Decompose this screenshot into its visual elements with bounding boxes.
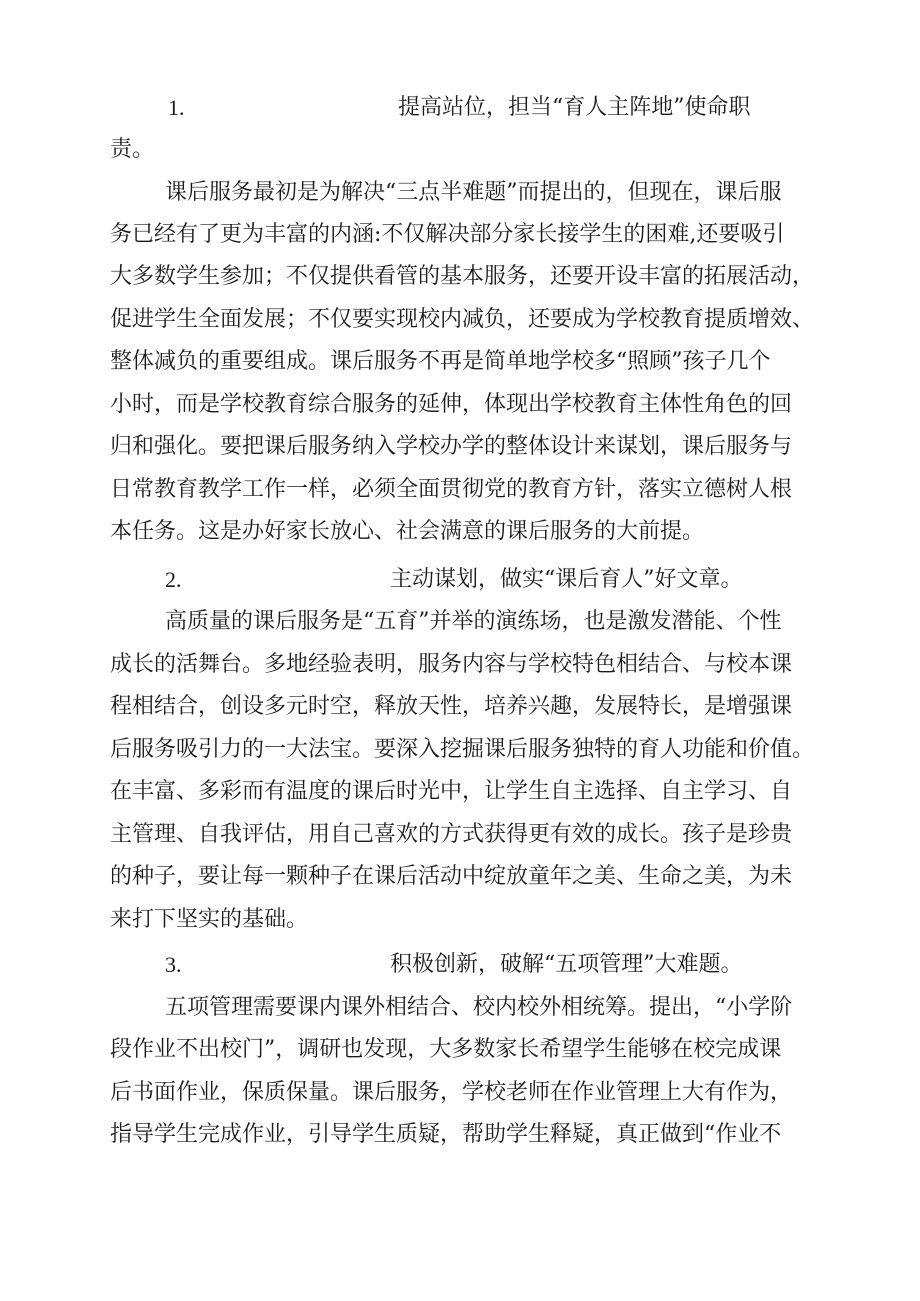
section-2-heading: 主动谋划，做实“课后育人”好文章。 [390, 567, 743, 592]
section-1-line: 归和强化。要把课后服务纳入学校办学的整体设计来谋划，课后服务与 [110, 434, 793, 459]
section-2-line: 在丰富、多彩而有温度的课后时光中，让学生自主选择、自主学习、自 [110, 779, 793, 804]
section-2-number: 2. [165, 567, 182, 592]
section-3-line: 后书面作业，保质保量。课后服务，学校老师在作业管理上大有作为， [110, 1080, 793, 1105]
section-3-line: 指导学生完成作业，引导学生质疑，帮助学生释疑，真正做到“作业不 [110, 1122, 782, 1147]
section-2-line: 程相结合，创设多元时空，释放天性，培养兴趣，发展特长，是增强课 [110, 694, 793, 719]
section-1-line: 大多数学生参加；不仅提供看管的基本服务，还要开设丰富的拓展活动， [110, 264, 815, 289]
section-1-heading: 提高站位，担当“育人主阵地”使命职 [398, 95, 751, 120]
section-3-line: 五项管理需要课内课外相结合、校内校外相统筹。提出，“小学阶 [165, 995, 793, 1020]
section-2-line: 成长的活舞台。多地经验表明，服务内容与学校特色相结合、与校本课 [110, 652, 793, 677]
section-3-number: 3. [165, 952, 182, 977]
section-2-line: 的种子，要让每一颗种子在课后活动中绽放童年之美、生命之美，为未 [110, 864, 793, 889]
section-2-line: 来打下坚实的基础。 [110, 907, 309, 932]
section-2-line: 后服务吸引力的一大法宝。要深入挖掘课后服务独特的育人功能和价值。 [110, 737, 815, 762]
section-1-line: 小时，而是学校教育综合服务的延伸，体现出学校教育主体性角色的回 [110, 392, 793, 417]
section-2-line: 高质量的课后服务是“五育”并举的演练场，也是激发潜能、个性 [165, 609, 782, 634]
section-2-line: 主管理、自我评估，用自己喜欢的方式获得更有效的成长。孩子是珍贵 [110, 822, 793, 847]
section-3-heading: 积极创新，破解“五项管理”大难题。 [390, 952, 743, 977]
section-1-line: 课后服务最初是为解决“三点半难题”而提出的，但现在，课后服 [165, 180, 782, 205]
section-1-number: 1. [168, 95, 185, 120]
section-1-line: 促进学生全面发展；不仅要实现校内减负，还要成为学校教育提质增效、 [110, 307, 815, 332]
section-1-line: 务已经有了更为丰富的内涵:不仅解决部分家长接学生的困难,还要吸引 [110, 222, 785, 247]
section-1-heading-continuation: 责。 [110, 137, 155, 162]
section-1-line: 本任务。这是办好家长放心、社会满意的课后服务的大前提。 [110, 519, 705, 544]
section-3-line: 段作业不出校门”，调研也发现，大多数家长希望学生能够在校完成课 [110, 1037, 782, 1062]
section-1-line: 日常教育教学工作一样，必须全面贯彻党的教育方针，落实立德树人根 [110, 477, 793, 502]
section-1-line: 整体减负的重要组成。课后服务不再是简单地学校多“照顾”孩子几个 [110, 349, 771, 374]
